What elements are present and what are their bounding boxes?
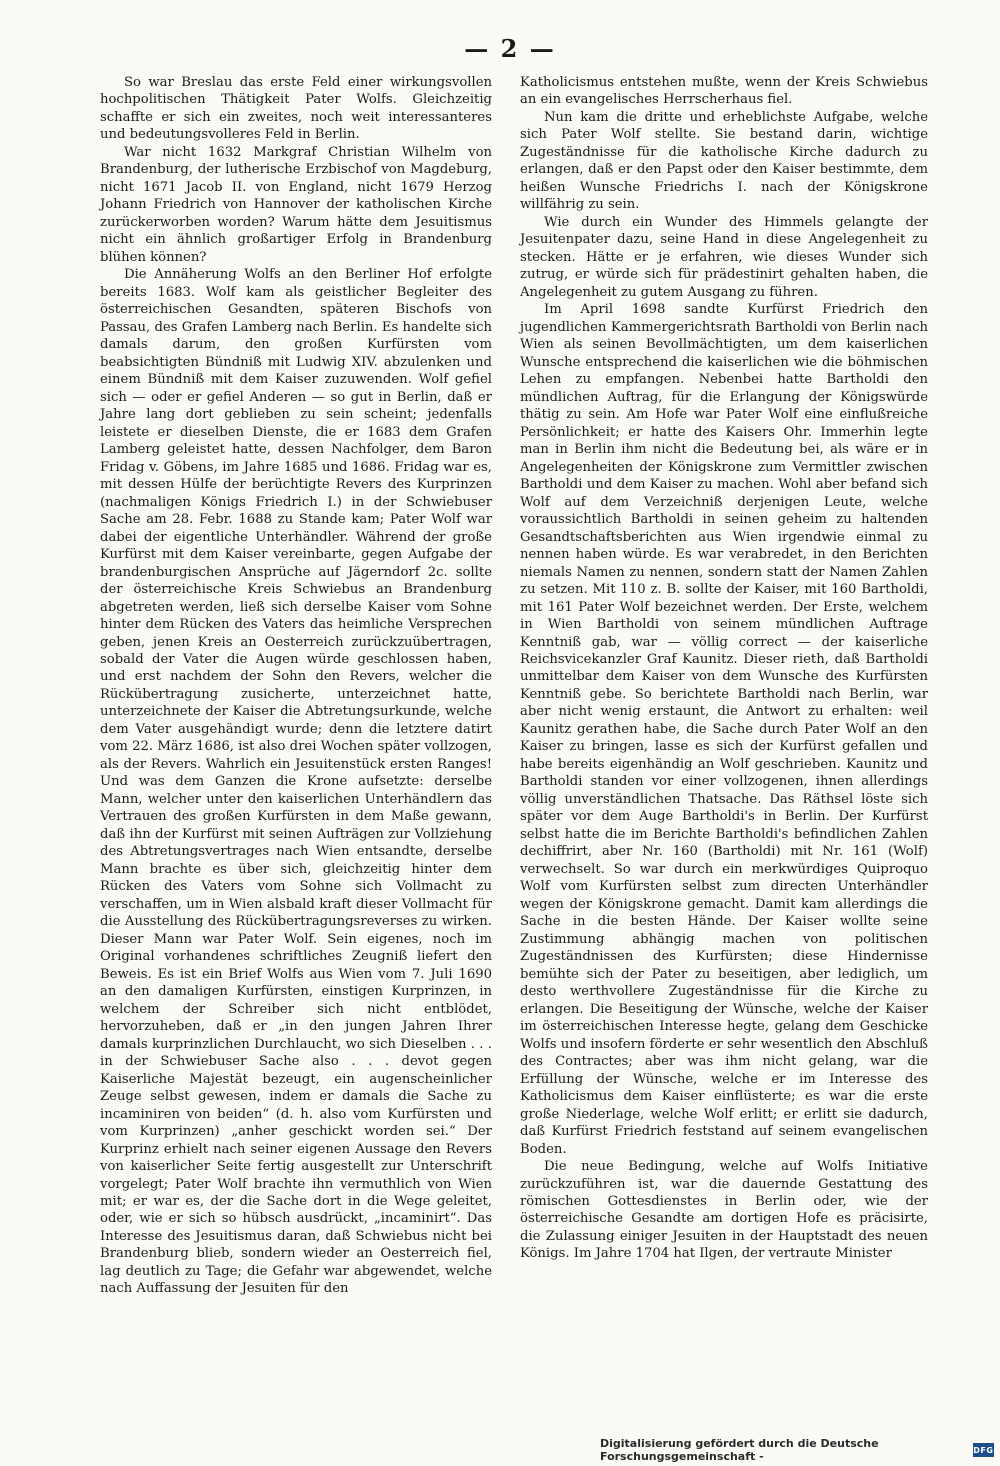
page-number: — 2 — [464, 34, 556, 63]
right-column [520, 74, 928, 1263]
paragraph: War nicht 1632 Markgraf Christian Wilhelm von Brandenburg, der lutherische Erzbischof von Magdeburg, nicht 1671 Jacob II. von England, nicht 1679 Herzog Johann Friedrich von Hannover der katholischen Kirche zurückerworben worden? Warum hätte dem Jesuitismus nicht ein ähnlich großartiger Erfolg in Brandenburg blühen können? [100, 144, 492, 265]
paragraph-continuation: Katholicismus entstehen mußte, wenn der Kreis Schwiebus an ein evangelisches Herrscherhaus fiel. [520, 75, 928, 108]
paragraph: So war Breslau das erste Feld einer wirkungsvollen hochpolitischen Thätigkeit Pater Wolfs. Gleichzeitig schaffte er sich ein zweites, noch weit interessanteres und bedeutungsvolleres Feld in Berlin. [100, 75, 492, 143]
paragraph: Wie durch ein Wunder des Himmels gelangte der Jesuitenpater dazu, seine Hand in diese Angelegenheit zu stecken. Hätte er je erfahren, wie dieses Wunder sich zutrug, er würde sich für prädestinirt gehalten haben, die Angelegenheit zu gutem Ausgang zu führen. [520, 214, 928, 300]
funding-notice: Digitalisierung gefördert durch die Deutsche Forschungsgemeinschaft - [600, 1437, 879, 1463]
paragraph: Nun kam die dritte und erheblichste Aufgabe, welche sich Pater Wolf stellte. Sie bestand darin, wichtige Zugeständnisse für die katholische Kirche dadurch zu erlangen, daß er den Papst oder den Kaiser bestimmte, dem heißen Wunsche Friedrichs I. nach der Königskrone willfährig zu sein. [520, 109, 928, 213]
dfg-logo-icon: DFG [973, 1443, 994, 1457]
paragraph: Die Annäherung Wolfs an den Berliner Hof erfolgte bereits 1683. Wolf kam als geistlicher Begleiter des österreichischen Gesandten, späteren Bischofs von Passau, des Grafen Lamberg nach Berlin. Es handelte sich damals darum, den großen Kurfürsten vom beabsichtigten Bündniß mit Ludwig XIV. abzulenken und einem Bündniß mit dem Kaiser zuzuwenden. Wolf gefiel sich — oder er gefiel Anderen — so gut in Berlin, daß er Jahre lang dort geblieben zu sein scheint; jedenfalls leistete er dieselben Dienste, die er 1683 dem Grafen Lamberg geleistet hatte, dessen Nachfolger, dem Baron Fridag v. Göbens, im Jahre 1685 und 1686. Fridag war es, mit dessen Hülfe der berüchtigte Revers des Kurprinzen (nachmaligen Königs Friedrich I.) in der Schwiebuser Sache am 28. Febr. 1688 zu Stande kam; Pater Wolf war dabei der eigentliche Unterhändler. Während der große Kurfürst mit dem Kaiser vereinbarte, gegen Aufgabe der brandenburgischen Ansprüche auf Jägerndorf 2c. sollte der österreichische Kreis Schwiebus an Brandenburg abgetreten werden, ließ sich derselbe Kaiser vom Sohne hinter dem Rücken des Vaters das heimliche Versprechen geben, jenen Kreis an Oesterreich zurückzuübertragen, sobald der Vater die Augen würde geschlossen haben, und erst nachdem der Sohn den Revers, welcher die Rückübertragung zusicherte, unterzeichnet hatte, unterzeichnete der Kaiser die Abtretungsurkunde, welche dem Vater ausgehändigt wurde; denn die letztere datirt vom 22. März 1686, ist also drei Wochen später vollzogen, als der Revers. Wahrlich ein Jesuitenstück ersten Ranges! Und was dem Ganzen die Krone aufsetzte: derselbe Mann, welcher unter den kaiserlichen Unterhändlern das Vertrauen des großen Kurfürsten in dem Maße gewann, daß ihn der Kurfürst mit seinen Aufträgen zur Vollziehung des Abtretungsvertrages nach Wien entsandte, derselbe Mann brachte es über sich, gleichzeitig hinter dem Rücken des Vaters vom Sohne sich Vollmacht zu verschaffen, um in Wien alsbald kraft dieser Vollmacht für die Ausstellung des Rückübertragungsreverses zu wirken. Dieser Mann war Pater Wolf. Sein eigenes, noch im Original vorhandenes schriftliches Zeugniß liefert den Beweis. Es ist ein Brief Wolfs aus Wien vom 7. Juli 1690 an den damaligen Kurfürsten, einstigen Kurprinzen, in welchem der Schreiber sich nicht entblödet, hervorzuheben, daß er „in den jungen Jahren Ihrer damals kurprinzlichen Durchlaucht, wo sich Dieselben . . . in der Schwiebuser Sache also . . . devot gegen Kaiserliche Majestät bezeugt, ein augenscheinlicher Zeuge selbst gewesen, indem er damals die Sache zu incaminiren von beiden“ (d. h. also vom Kurfürsten und vom Kurprinzen) „anher geschickt worden sei.“ Der Kurprinz erhielt nach seiner eigenen Aussage den Revers von kaiserlicher Seite fertig ausgestellt zur Unterschrift vorgelegt; Pater Wolf brachte ihn vermuthlich von Wien mit; er war es, der die Sache dort in die Wege geleitet, oder, wie er sich so hübsch ausdrückt, „incaminirt“. Das Interesse des Jesuitismus daran, daß Schwiebus nicht bei Brandenburg blieb, sondern wieder an Oesterreich fiel, lag deutlich zu Tage; die Gefahr war abgewendet, welche nach Auffassung der Jesuiten für den [100, 267, 492, 1297]
digitization-footer [600, 1437, 994, 1463]
paragraph: Die neue Bedingung, welche auf Wolfs Initiative zurückzuführen ist, war die dauernde Gestattung des römischen Gottesdienstes in Berlin oder, wie der österreichische Gesandte am dortigen Hofe es präcisirte, die Zulassung einiger Jesuiten in der Hauptstadt des neuen Königs. Im Jahre 1704 hat Ilgen, der vertraute Minister [520, 1159, 928, 1262]
paragraph: Im April 1698 sandte Kurfürst Friedrich den jugendlichen Kammergerichtsrath Bartholdi von Berlin nach Wien als seinen Bevollmächtigten, um dem kaiserlichen Wunsche entsprechend die kaiserlichen wie die böhmischen Lehen zu empfangen. Nebenbei hatte Bartholdi den mündlichen Auftrag, für die Erlangung der Königswürde thätig zu sein. Am Hofe war Pater Wolf eine einflußreiche Persönlichkeit; er hatte des Kaisers Ohr. Immerhin legte man in Berlin ihm nicht die Bedeutung bei, als wäre er in Angelegenheiten der Königskrone zum Vermittler zwischen Bartholdi und dem Kaiser zu machen. Wohl aber befand sich Wolf auf dem Verzeichniß derjenigen Leute, welche voraussichtlich Bartholdi in seinen geheim zu haltenden Gesandtschaftsberichten aus Wien irgendwie einmal zu nennen haben würde. Es war verabredet, in den Berichten niemals Namen zu nennen, sondern statt der Namen Zahlen zu setzen. Mit 110 z. B. sollte der Kaiser, mit 160 Bartholdi, mit 161 Pater Wolf bezeichnet werden. Der Erste, welchem in Wien Bartholdi von seinem mündlichen Auftrage Kenntniß gab, war — völlig correct — der kaiserliche Reichsvicekanzler Graf Kaunitz. Dieser rieth, daß Bartholdi unmittelbar dem Kaiser von dem Wunsche des Kurfürsten Kenntniß gebe. So berichtete Bartholdi nach Berlin, war aber nicht wenig erstaunt, die Antwort zu erhalten: weil Kaunitz gerathen habe, die Sache durch Pater Wolf an den Kaiser zu bringen, lasse es sich der Kurfürst gefallen und habe bereits eigenhändig an Wolf geschrieben. Kaunitz und Bartholdi standen vor einer vollzogenen, ihnen allerdings völlig unverständlichen Thatsache. Das Räthsel löste sich später vor dem Auge Bartholdi's in Berlin. Der Kurfürst selbst hatte die im Berichte Bartholdi's befindlichen Zahlen dechiffrirt, aber Nr. 160 (Bartholdi) mit Nr. 161 (Wolf) verwechselt. So war durch ein merkwürdiges Quiproquo Wolf vom Kurfürsten selbst zum directen Unterhändler wegen der Königskrone gemacht. Damit kam allerdings die Sache in die besten Hände. Der Kaiser wollte seine Zustimmung abhängig machen von politischen Zugeständnissen des Kurfürsten; diese Hindernisse bemühte sich der Pater zu beseitigen, aber lediglich, um desto werthvollere Zugeständnisse für die Kirche zu erlangen. Die Beseitigung der Wünsche, welche der Kaiser im österreichischen Interesse hegte, gelang dem Geschicke Wolfs und insofern förderte er sehr wesentlich den Abschluß des Contractes; aber was ihm nicht gelang, war die Erfüllung der Wünsche, welche er im Interesse des Katholicismus dem Kaiser einflüsterte; es war die erste große Niederlage, welche Wolf erlitt; er erlitt sie dadurch, daß Kurfürst Friedrich feststand auf seinem evangelischen Boden. [520, 302, 928, 1157]
left-column [100, 74, 492, 1298]
